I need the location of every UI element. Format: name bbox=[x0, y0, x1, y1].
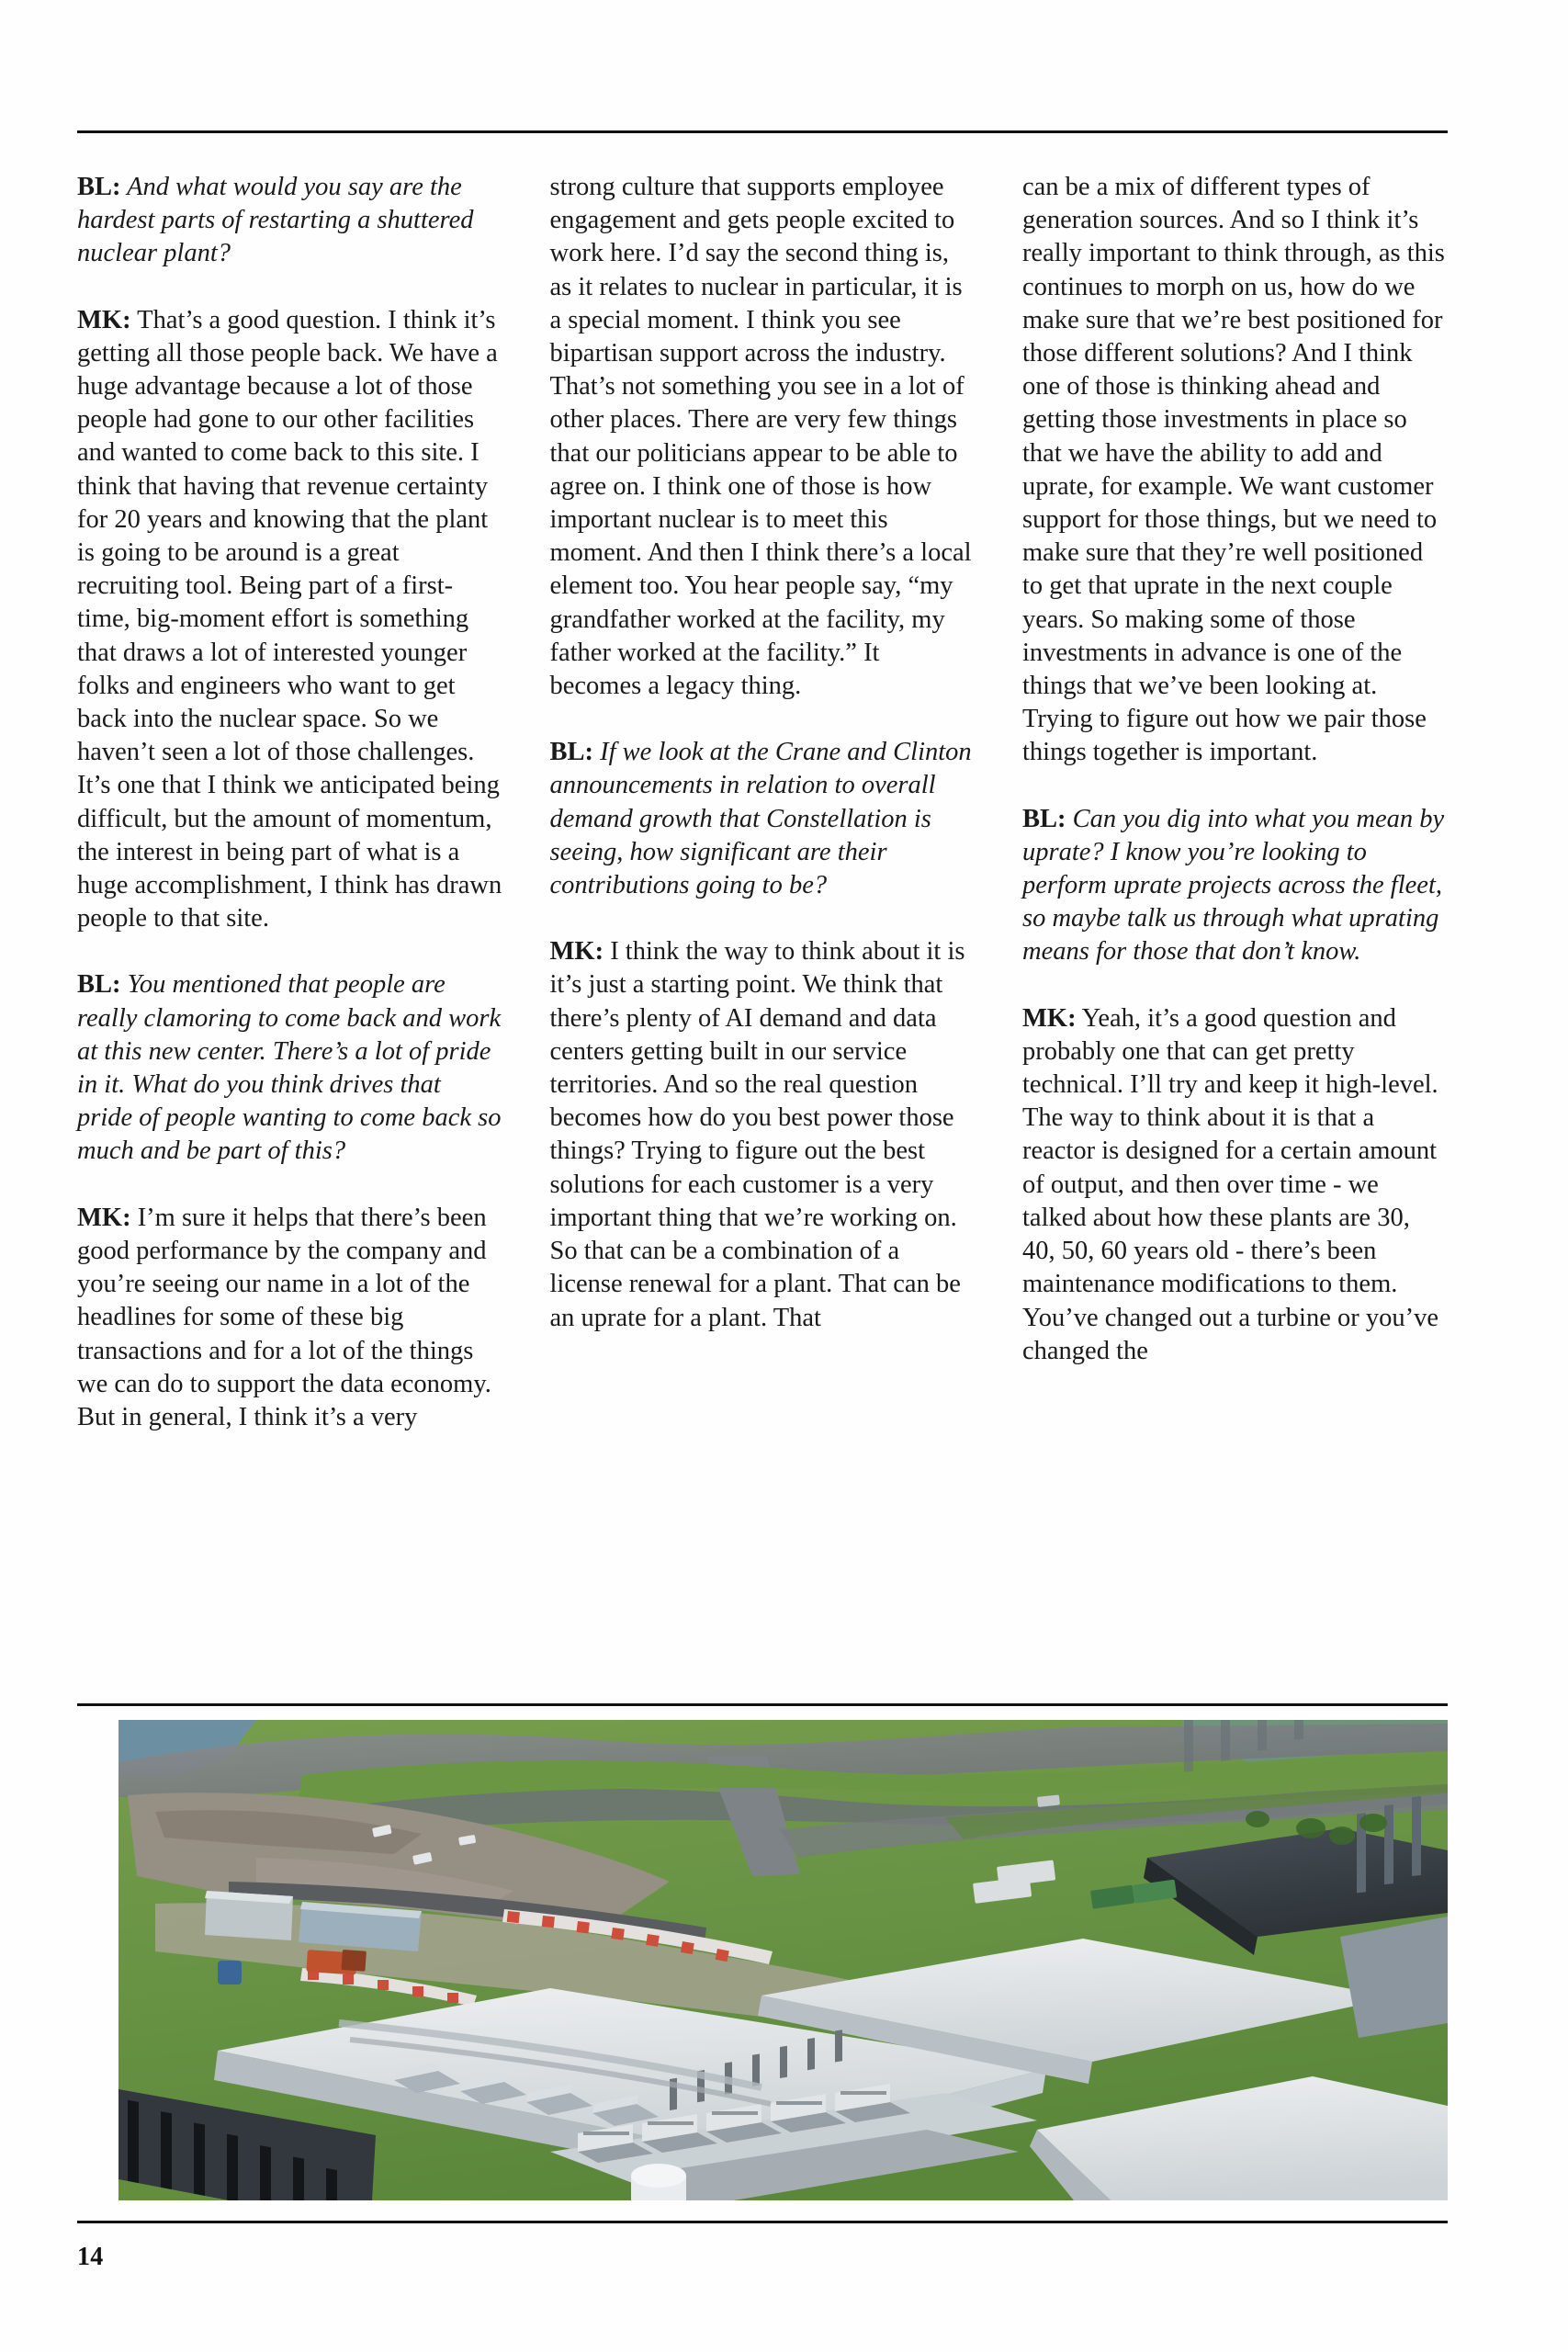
facility-photo bbox=[118, 1720, 1448, 2200]
paragraph-text: Yeah, it’s a good question and probably one that can get pretty technical. I’ll try and keep it high-level. The way to think about it is that a reactor is designed for a certain amount of output, and then over time - we talked about how these plants are 30, 40, 50, 60 years old - there’s been maintenance modifications to them. You’ve changed out a turbine or you’ve changed the bbox=[1022, 1003, 1438, 1365]
paragraph-text: can be a mix of different types of generation sources. And so I think it’s really important to think through, as this continues to morph on us, how do we make sure that we’re best positioned for those different solutions? And I think one of those is thinking ahead and getting those investments in place so that we have the ability to add and uprate, for example. We want customer support for those things, but we need to make sure that they’re well positioned to get that uprate in the next couple years. So making some of those investments in advance is one of the things that we’ve been looking at. Trying to figure out how we pair those things together is important. bbox=[1022, 173, 1445, 767]
speaker-label: BL: bbox=[77, 970, 121, 1000]
top-rule bbox=[77, 130, 1448, 133]
paragraph bbox=[77, 304, 502, 936]
paragraph bbox=[550, 736, 976, 902]
page-number: 14 bbox=[77, 2243, 104, 2271]
paragraph-text: I think the way to think about it is it’s just a starting point. We think that there’s plenty of AI demand and data centers getting built in our service territories. And so the real question becomes how do you best power those things? Trying to figure out the best solutions for each customer is a very important thing that we’re working on. So that can be a combination of a license renewal for a plant. That can be an uprate for a plant. That bbox=[549, 937, 965, 1332]
speaker-label: MK: bbox=[1022, 1003, 1077, 1033]
paragraph bbox=[77, 968, 502, 1168]
text-column-3 bbox=[1022, 171, 1448, 1368]
aerial-facility-illustration bbox=[118, 1720, 1448, 2200]
bottom-rule bbox=[77, 2221, 1448, 2223]
paragraph-text: Can you dig into what you mean by uprate? I know you’re looking to perform uprate projects across the fleet, so maybe talk us through what uprating means for those that don’t know. bbox=[1022, 804, 1445, 967]
paragraph bbox=[77, 1202, 502, 1434]
paragraph bbox=[1022, 171, 1448, 770]
speaker-label: BL: bbox=[1022, 804, 1066, 833]
paragraph-text: You mentioned that people are really clamoring to come back and work at this new center. There’s a lot of pride in it. What do you think drives that pride of people wanting to come back so much and be part of this? bbox=[77, 970, 502, 1166]
paragraph-text: And what would you say are the hardest parts of restarting a shuttered nuclear plant? bbox=[77, 173, 474, 268]
speaker-label: MK: bbox=[77, 305, 131, 334]
speaker-label: BL: bbox=[77, 173, 121, 201]
paragraph bbox=[550, 171, 976, 703]
middle-rule bbox=[77, 1703, 1448, 1706]
paragraph bbox=[1022, 803, 1448, 969]
paragraph-text: That’s a good question. I think it’s getting all those people back. We have a huge advantage because a lot of those people had gone to our other facilities and wanted to come back to this site. I think that having that revenue certainty for 20 years and knowing that the plant is going to be around is a great recruiting tool. Being part of a first-time, big-moment effort is something that draws a lot of interested younger folks and engineers who want to get back into the nuclear space. So we haven’t seen a lot of those challenges. It’s one that I think we anticipated being difficult, but the amount of momentum, the interest in being part of what is a huge accomplishment, I think has drawn people to that site. bbox=[77, 305, 502, 933]
paragraph bbox=[550, 935, 976, 1334]
article-body bbox=[77, 171, 1448, 1641]
text-column-2 bbox=[550, 171, 976, 1335]
paragraph bbox=[1022, 1002, 1448, 1368]
speaker-label: MK: bbox=[549, 937, 604, 967]
paragraph-text: I’m sure it helps that there’s been good performance by the company and you’re seeing our name in a lot of the headlines for some of these big transactions and for a lot of the things we can do to support the data economy. But in general, I think it’s a very bbox=[77, 1203, 491, 1431]
paragraph-text: strong culture that supports employee engagement and gets people excited to work here. I’d say the second thing is, as it relates to nuclear in particular, it is a special moment. I think you see bipartisan support across the industry. That’s not something you see in a lot of other places. There are very few things that our politicians appear to be able to agree on. I think one of those is how important nuclear is to meet this moment. And then I think there’s a local element too. You hear people say, “my grandfather worked at the facility, my father worked at the facility.” It becomes a legacy thing. bbox=[549, 173, 972, 701]
paragraph-text: If we look at the Crane and Clinton announcements in relation to overall demand growth that Constellation is seeing, how significant are their contributions going to be? bbox=[549, 738, 972, 900]
speaker-label: BL: bbox=[549, 738, 594, 767]
text-column-1 bbox=[77, 171, 502, 1434]
paragraph bbox=[77, 171, 502, 271]
speaker-label: MK: bbox=[77, 1203, 131, 1232]
